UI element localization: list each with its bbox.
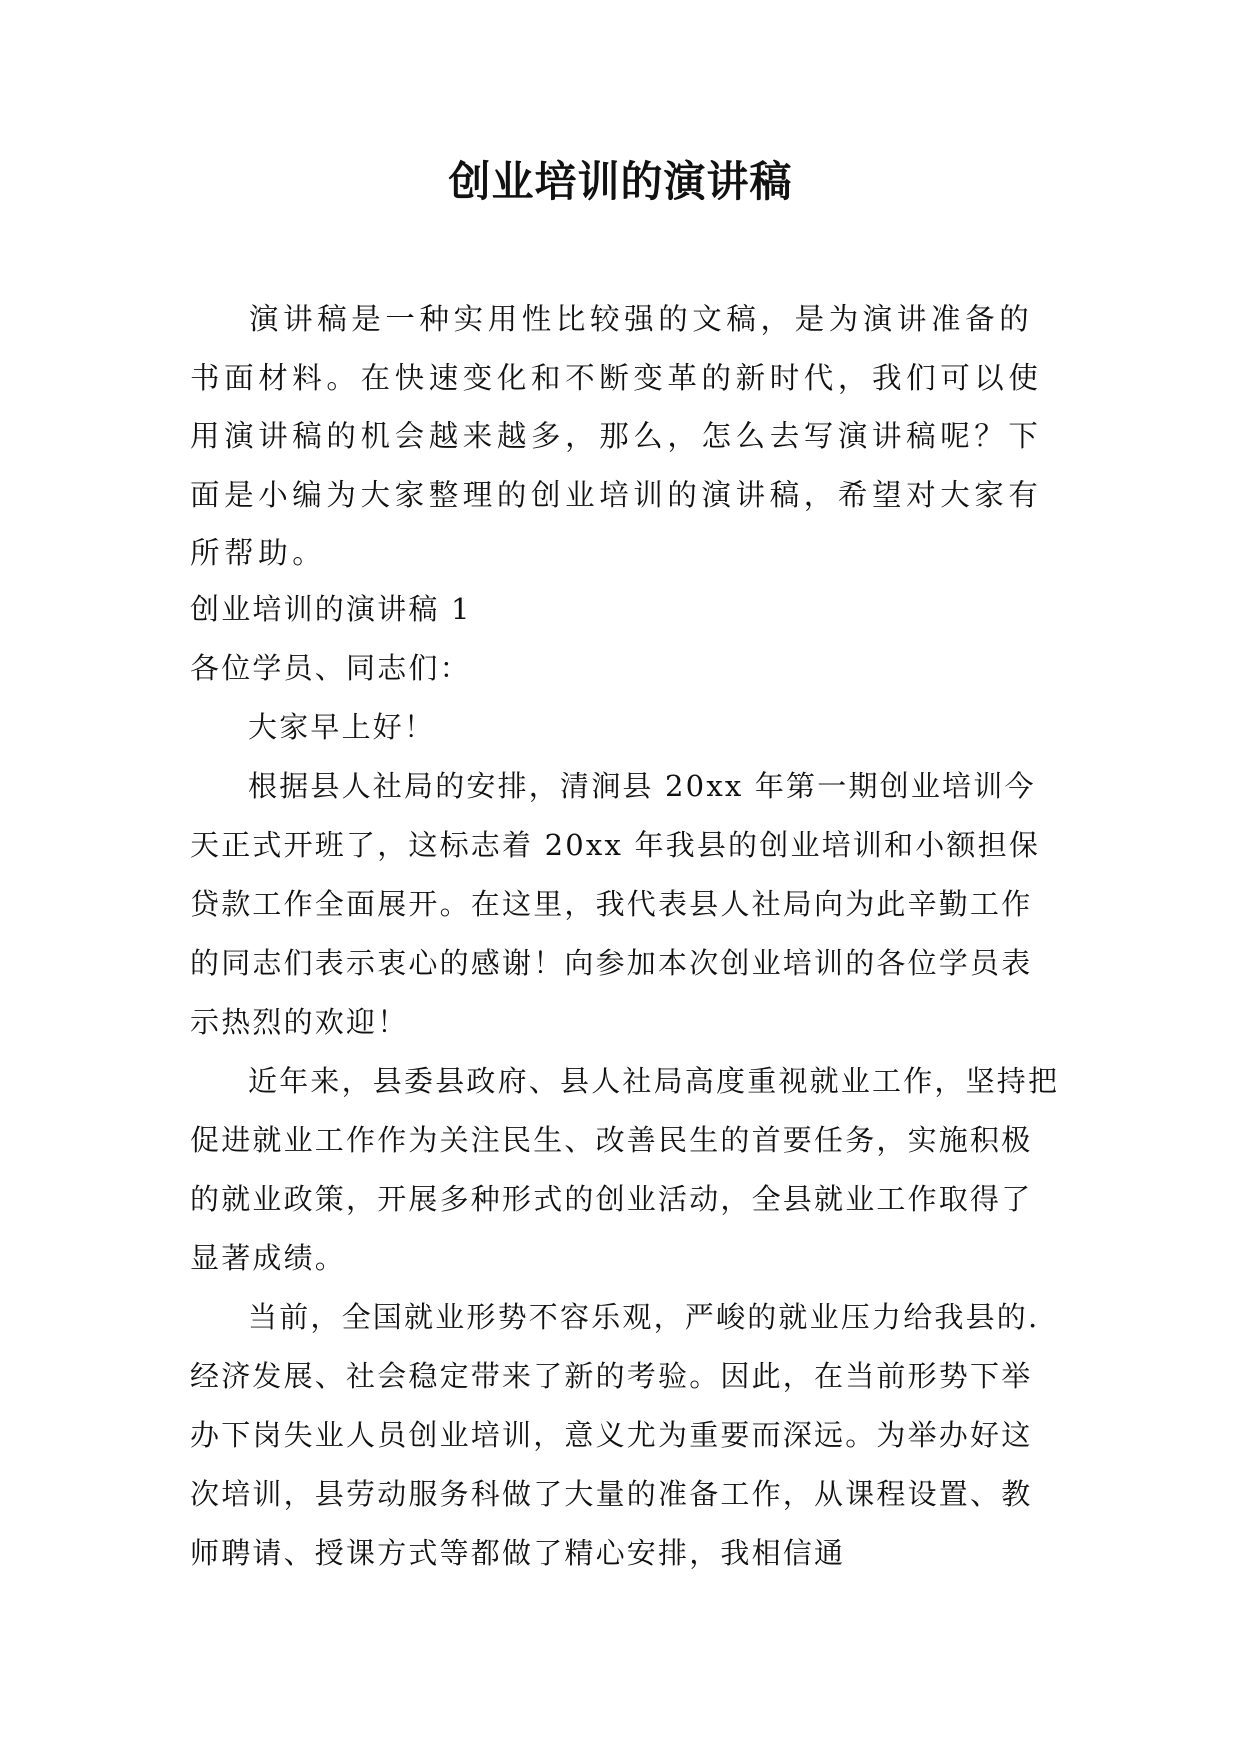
intro-block [190, 290, 1060, 583]
body-paragraph-2: 近年来，县委县政府、县人社局高度重视就业工作，坚持把促进就业工作作为关注民生、改善民生的首要任务，实施积极的就业政策，开展多种形式的创业活动，全县就业工作取得了显著成绩。 [190, 1064, 1060, 1275]
speech-block [190, 580, 1060, 1583]
body-paragraph-3: 当前，全国就业形势不容乐观，严峻的就业压力给我县的.经济发展、社会稳定带来了新的考验。因此，在当前形势下举办下岗失业人员创业培训，意义尤为重要而深远。为举办好这次培训，县劳动服务科做了大量的准备工作，从课程设置、教师聘请、授课方式等都做了精心安排，我相信通 [190, 1300, 1040, 1570]
section-heading: 创业培训的演讲稿 1 [190, 592, 472, 626]
salutation: 各位学员、同志们： [190, 651, 471, 685]
intro-paragraph: 演讲稿是一种实用性比较强的文稿，是为演讲准备的书面材料。在快速变化和不断变革的新时代，我们可以使用演讲稿的机会越来越多，那么，怎么去写演讲稿呢？下面是小编为大家整理的创业培训的演讲稿，希望对大家有所帮助。 [190, 302, 1043, 570]
document-title: 创业培训的演讲稿 [448, 157, 793, 206]
greeting: 大家早上好！ [248, 710, 436, 744]
body-paragraph-1: 根据县人社局的安排，清涧县 20xx 年第一期创业培训今天正式开班了，这标志着 20xx 年我县的创业培训和小额担保贷款工作全面展开。在这里，我代表县人社局向为此辛勤工作的同志们表示衷心的感谢！向参加本次创业培训的各位学员表示热烈的欢迎！ [190, 769, 1041, 1039]
